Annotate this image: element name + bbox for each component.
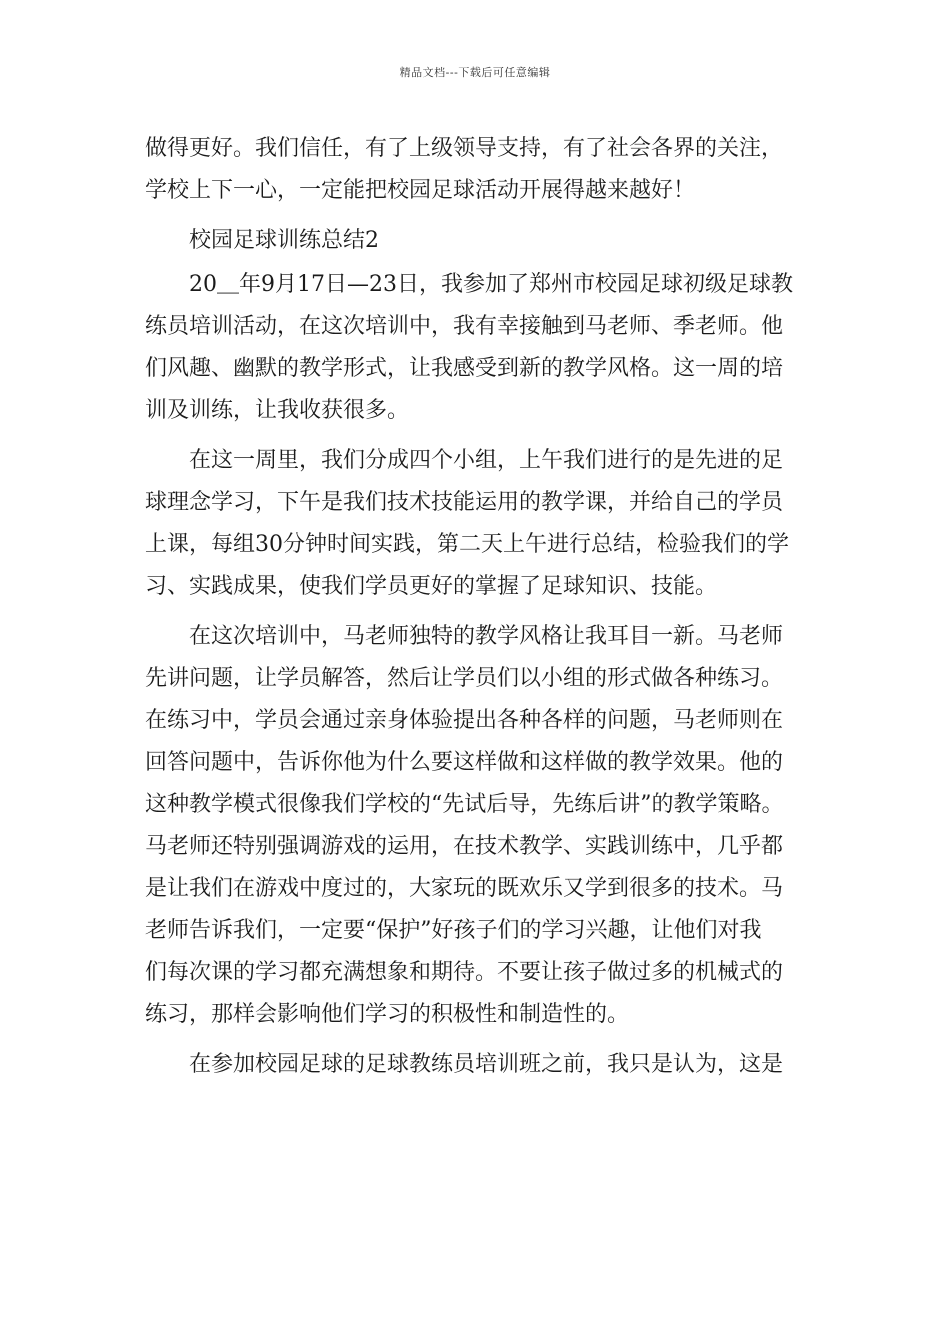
text-line: 习、实践成果，使我们学员更好的掌握了足球知识、技能。 [145,574,718,599]
heading-line: 校园足球训练总结2 [189,228,379,253]
paragraph-3 [145,616,825,1036]
text-line: 做得更好。我们信任，有了上级领导支持，有了社会各界的关注， [145,136,784,161]
text-line: 球理念学习，下午是我们技术技能运用的教学课，并给自己的学员 [145,490,784,515]
text-line: 在参加校园足球的足球教练员培训班之前，我只是认为，这是 [189,1052,784,1077]
text-line: 这种教学模式很像我们学校的“先试后导，先练后讲”的教学策略。 [145,792,784,817]
text-line: 上课，每组30分钟时间实践，第二天上午进行总结，检验我们的学 [145,532,789,557]
text-line: 是让我们在游戏中度过的，大家玩的既欢乐又学到很多的技术。马 [145,876,784,901]
text-line: 马老师还特别强调游戏的运用，在技术教学、实践训练中，几乎都 [145,834,784,859]
text-line: 回答问题中，告诉你他为什么要这样做和这样做的教学效果。他的 [145,750,784,775]
text-line: 练员培训活动，在这次培训中，我有幸接触到马老师、季老师。他 [145,314,784,339]
text-line: 学校上下一心，一定能把校园足球活动开展得越来越好！ [145,178,696,203]
paragraph-2 [145,440,825,608]
document-body [145,128,825,1086]
paragraph-continuation [145,128,825,212]
text-line: 在练习中，学员会通过亲身体验提出各种各样的问题，马老师则在 [145,708,784,733]
text-line: 们每次课的学习都充满想象和期待。不要让孩子做过多的机械式的 [145,960,784,985]
text-line: 先讲问题，让学员解答，然后让学员们以小组的形式做各种练习。 [145,666,784,691]
paragraph-4 [145,1044,825,1086]
text-line: 20＿年9月17日—23日，我参加了郑州市校园足球初级足球教 [189,272,793,297]
text-line: 在这次培训中，马老师独特的教学风格让我耳目一新。马老师 [189,624,784,649]
text-line: 训及训练，让我收获很多。 [145,398,410,423]
page-header: 精品文档---下载后可任意编辑 [399,66,551,79]
text-line: 们风趣、幽默的教学形式，让我感受到新的教学风格。这一周的培 [145,356,784,381]
text-line: 练习，那样会影响他们学习的积极性和制造性的。 [145,1002,630,1027]
paragraph-1 [145,264,825,432]
text-line: 老师告诉我们，一定要“保护”好孩子们的学习兴趣，让他们对我 [145,918,762,943]
section-heading [145,220,825,262]
text-line: 在这一周里，我们分成四个小组，上午我们进行的是先进的足 [189,448,784,473]
